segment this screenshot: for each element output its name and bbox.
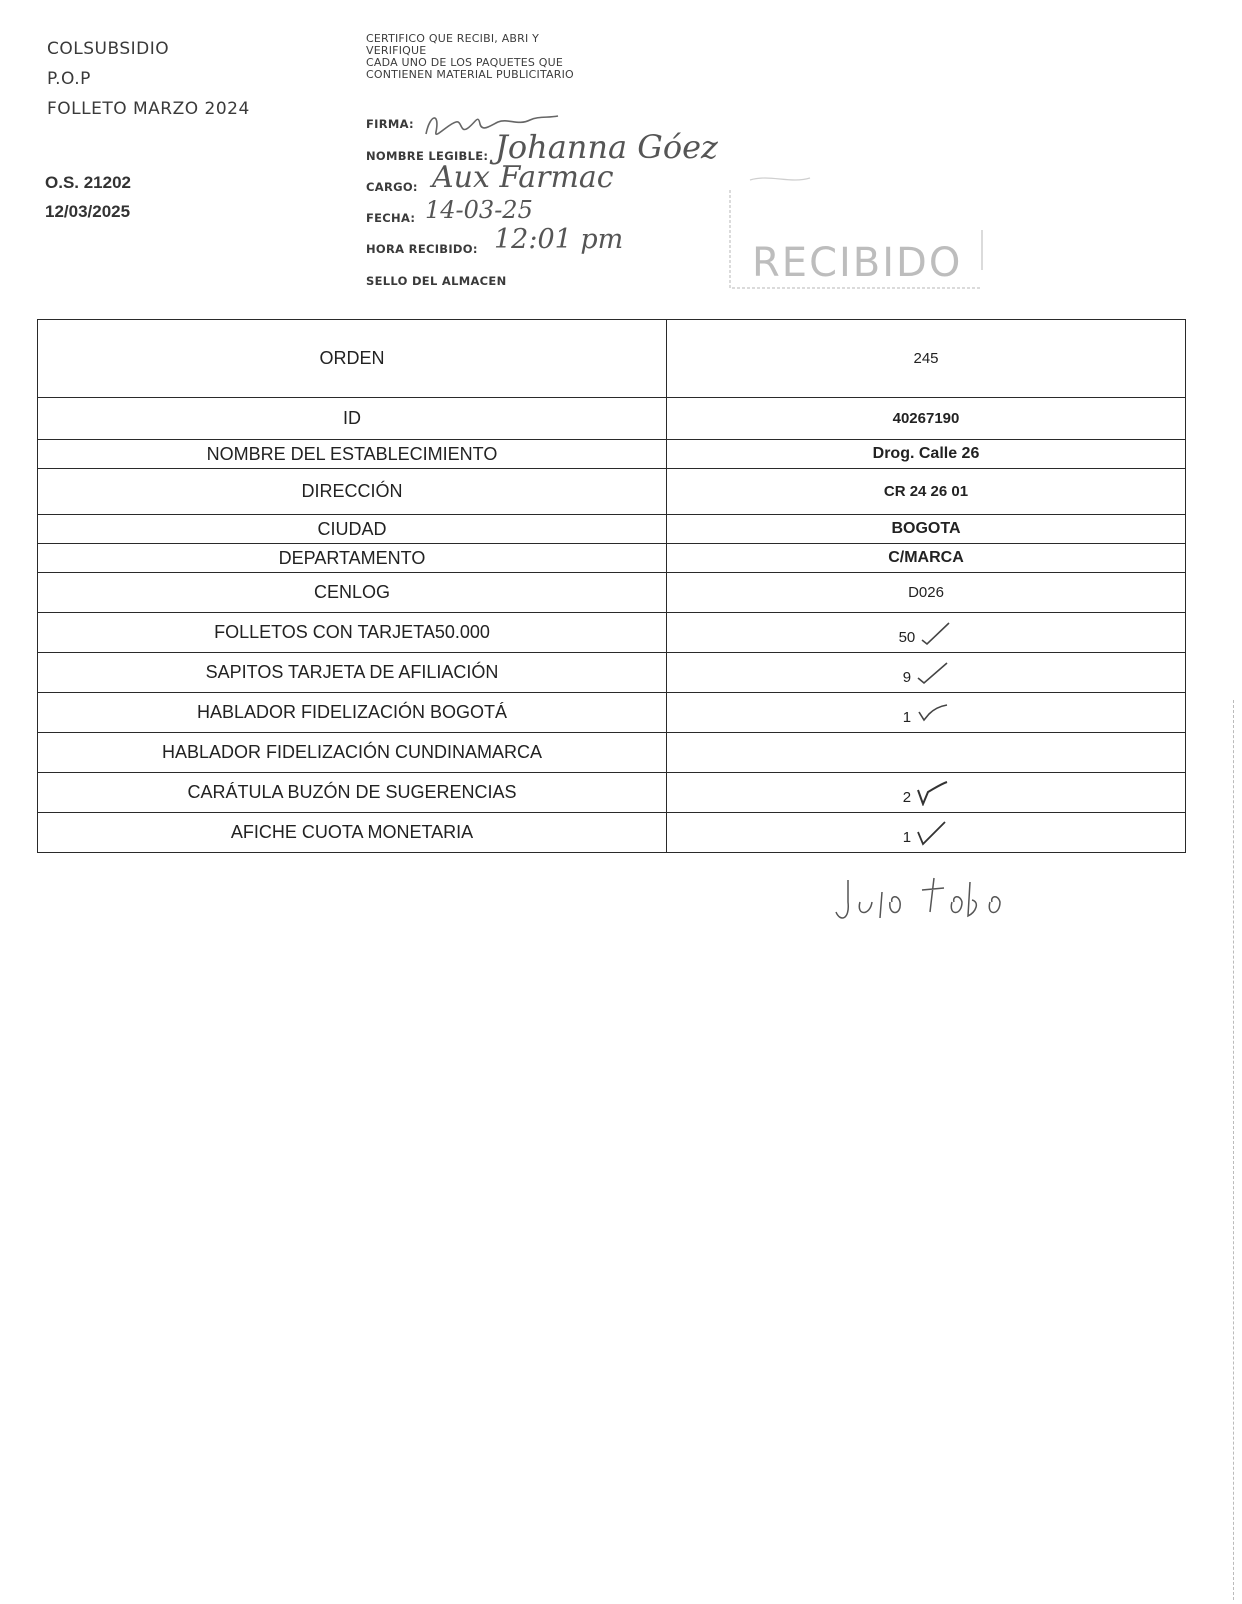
checkmark-icon [915, 700, 949, 726]
row-value: CR 24 26 01 [667, 469, 1186, 515]
table-row [38, 469, 1186, 515]
table-row [38, 773, 1186, 813]
row-value: Drog. Calle 26 [667, 440, 1186, 469]
table-row [38, 398, 1186, 440]
row-label: HABLADOR FIDELIZACIÓN BOGOTÁ [38, 693, 667, 733]
row-label: AFICHE CUOTA MONETARIA [38, 813, 667, 853]
position-value: Aux Farmac [432, 160, 614, 195]
table-row [38, 515, 1186, 544]
row-label: ID [38, 398, 667, 440]
row-label: SAPITOS TARJETA DE AFILIACIÓN [38, 653, 667, 693]
table-row [38, 693, 1186, 733]
row-label: HABLADOR FIDELIZACIÓN CUNDINAMARCA [38, 733, 667, 773]
row-label: NOMBRE DEL ESTABLECIMIENTO [38, 440, 667, 469]
cert-line: CADA UNO DE LOS PAQUETES QUE [366, 56, 564, 69]
table-row [38, 544, 1186, 573]
cert-line: CERTIFICO QUE RECIBI, ABRI Y [366, 32, 540, 45]
row-label: ORDEN [38, 320, 667, 398]
row-value-cell [667, 813, 1186, 853]
row-label: FOLLETOS CON TARJETA50.000 [38, 613, 667, 653]
row-value: 40267190 [667, 398, 1186, 440]
legible-name-value: Johanna Góez [495, 128, 718, 166]
cert-line: CONTIENEN MATERIAL PUBLICITARIO [366, 68, 574, 81]
scan-edge-line [1232, 700, 1234, 1600]
row-value-cell [667, 773, 1186, 813]
cert-line: VERIFIQUE [366, 44, 427, 57]
time-received-value: 12:01 pm [494, 224, 624, 255]
table-row [38, 613, 1186, 653]
row-value: BOGOTA [667, 515, 1186, 544]
row-label: CIUDAD [38, 515, 667, 544]
delivery-table [37, 319, 1186, 853]
service-order-date: 12/03/2025 [45, 202, 131, 221]
handwritten-note-scribble [830, 872, 1020, 932]
table-row [38, 813, 1186, 853]
legible-name-label: NOMBRE LEGIBLE: [366, 149, 489, 163]
pop-label: P.O.P [47, 69, 91, 89]
date-value: 14-03-25 [425, 196, 533, 224]
certification-text [366, 33, 666, 81]
position-label: CARGO: [366, 180, 418, 194]
store-seal-label: SELLO DEL ALMACEN [366, 274, 507, 288]
checkmark-icon [915, 820, 949, 846]
signature-label: FIRMA: [366, 117, 414, 131]
row-label: CENLOG [38, 573, 667, 613]
stamp-text: RECIBIDO [752, 240, 963, 286]
row-label: CARÁTULA BUZÓN DE SUGERENCIAS [38, 773, 667, 813]
row-value: 245 [667, 320, 1186, 398]
checkmark-icon [919, 620, 953, 646]
row-value [667, 733, 1186, 773]
row-value: 1 [902, 708, 912, 726]
company-name: COLSUBSIDIO [47, 39, 170, 59]
row-value: 1 [902, 828, 912, 846]
row-value: C/MARCA [667, 544, 1186, 573]
row-value-cell [667, 693, 1186, 733]
row-value-cell [667, 653, 1186, 693]
table-row [38, 440, 1186, 469]
table-row [38, 320, 1186, 398]
row-value: D026 [667, 573, 1186, 613]
row-value: 50 [898, 628, 916, 646]
brochure-title: FOLLETO MARZO 2024 [47, 99, 250, 119]
row-value-cell [667, 613, 1186, 653]
table-row [38, 573, 1186, 613]
received-stamp [720, 170, 1000, 300]
date-label: FECHA: [366, 211, 416, 225]
row-value: 2 [902, 788, 912, 806]
table-row [38, 653, 1186, 693]
row-label: DIRECCIÓN [38, 469, 667, 515]
service-order-number: O.S. 21202 [45, 173, 132, 192]
checkmark-icon [915, 780, 949, 806]
checkmark-icon [915, 660, 949, 686]
table-row [38, 733, 1186, 773]
row-value: 9 [902, 668, 912, 686]
time-received-label: HORA RECIBIDO: [366, 242, 478, 256]
company-header [47, 34, 250, 124]
service-order-block [45, 168, 131, 226]
row-label: DEPARTAMENTO [38, 544, 667, 573]
